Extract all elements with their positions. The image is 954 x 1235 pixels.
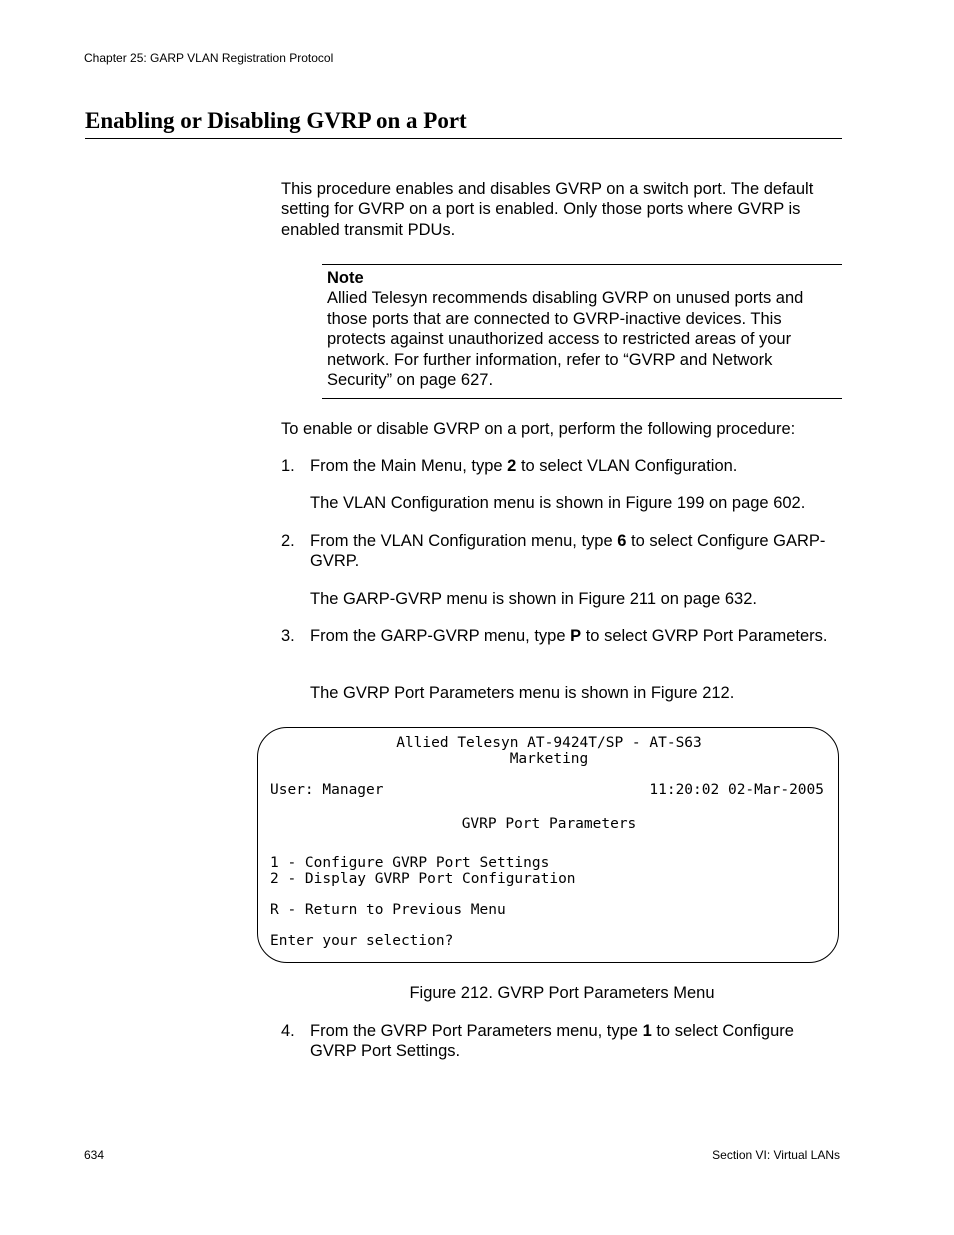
step-4: 4. From the GVRP Port Parameters menu, type 1 to select Configure GVRP Port Settings. bbox=[281, 1022, 794, 1061]
step-key: 1 bbox=[642, 1022, 652, 1040]
step-number: 2. bbox=[281, 532, 295, 550]
step-3-result: The GVRP Port Parameters menu is shown in Figure 212. bbox=[310, 684, 735, 702]
section-title: Enabling or Disabling GVRP on a Port bbox=[85, 108, 842, 139]
terminal-datetime: 11:20:02 02-Mar-2005 bbox=[649, 782, 824, 798]
terminal-location: Marketing bbox=[509, 751, 589, 767]
terminal-menu-title: GVRP Port Parameters bbox=[461, 816, 637, 832]
figure-caption: Figure 212. GVRP Port Parameters Menu bbox=[409, 984, 715, 1002]
terminal-screen bbox=[257, 727, 839, 963]
step-key: 6 bbox=[617, 532, 627, 550]
terminal-prompt: Enter your selection? bbox=[270, 933, 454, 949]
step-number: 1. bbox=[281, 457, 295, 475]
step-number: 4. bbox=[281, 1022, 295, 1040]
procedure-lead: To enable or disable GVRP on a port, perform the following procedure: bbox=[281, 420, 796, 438]
page-number: 634 bbox=[84, 1148, 105, 1162]
note-box bbox=[322, 264, 842, 399]
terminal-user: User: Manager bbox=[270, 782, 384, 798]
terminal-device: Allied Telesyn AT-9424T/SP - AT-S63 bbox=[396, 735, 702, 751]
step-1: 1. From the Main Menu, type 2 to select VLAN Configuration. bbox=[281, 457, 738, 475]
running-footer-section: Section VI: Virtual LANs bbox=[712, 1148, 840, 1162]
step-key: P bbox=[570, 627, 582, 645]
note-text: Allied Telesyn recommends disabling GVRP on unused ports and those ports that are connected to GVRP-inactive devices. This protects against unauthorized access to restricted areas of your network. For further information, refer to “GVRP and Network Security” on page 627. bbox=[327, 289, 804, 390]
note-title: Note bbox=[327, 269, 364, 287]
terminal-option-1: 1 - Configure GVRP Port Settings bbox=[270, 855, 550, 871]
terminal-return-option: R - Return to Previous Menu bbox=[270, 902, 506, 918]
step-number: 3. bbox=[281, 627, 295, 645]
step-2-result: The GARP-GVRP menu is shown in Figure 211 on page 632. bbox=[310, 590, 757, 608]
step-3: 3. From the GARP-GVRP menu, type P to select GVRP Port Parameters. bbox=[281, 627, 828, 645]
terminal-option-2: 2 - Display GVRP Port Configuration bbox=[270, 871, 576, 887]
step-key: 2 bbox=[507, 457, 517, 475]
running-header: Chapter 25: GARP VLAN Registration Protocol bbox=[84, 51, 334, 65]
step-2: 2. From the VLAN Configuration menu, type 6 to select Configure GARP-GVRP. bbox=[281, 532, 826, 571]
step-1-result: The VLAN Configuration menu is shown in Figure 199 on page 602. bbox=[310, 494, 806, 512]
intro-paragraph: This procedure enables and disables GVRP on a switch port. The default setting for GVRP on a port is enabled. Only those ports where GVRP is enabled transmit PDUs. bbox=[281, 180, 814, 239]
